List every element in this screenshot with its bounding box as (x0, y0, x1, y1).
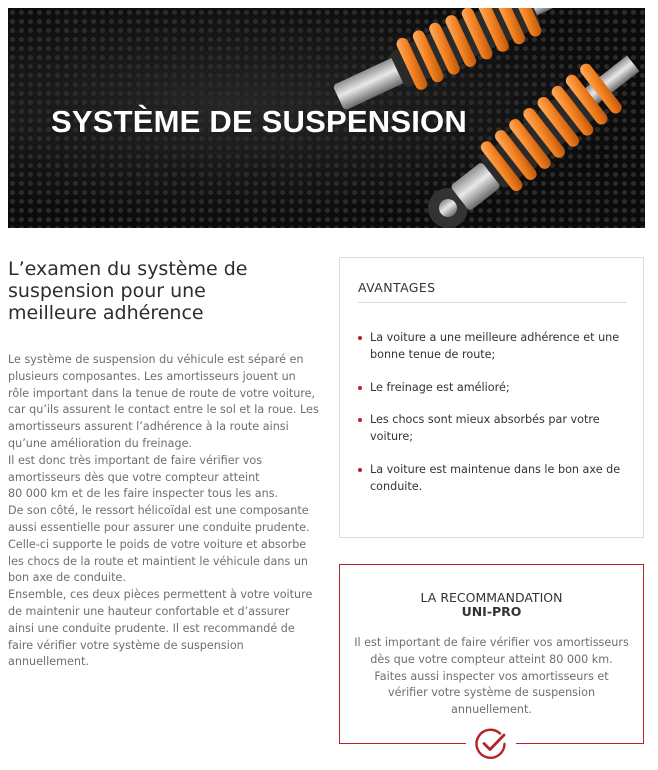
body-line: car qu’ils assurent le contact entre le sol et la roue. Les (8, 403, 319, 417)
recommendation-brand: UNI-PRO (461, 604, 522, 619)
recommendation-text (340, 635, 643, 719)
body-line: plusieurs composantes. Les amortisseurs jouent un (8, 369, 296, 383)
body-line: ainsi une conduite prudente. Il est recommandé de (8, 621, 295, 635)
recommendation-line: dès que votre compteur atteint 80 000 km. (370, 652, 613, 666)
advantages-title: AVANTAGES (358, 280, 436, 295)
advantage-item (358, 462, 626, 496)
article-body (8, 352, 319, 671)
body-line: Celle-ci supporte le poids de votre voiture et absorbe (8, 537, 307, 551)
recommendation-line: vérifier votre système de suspension (387, 686, 596, 700)
body-line: rôle important dans la tenue de route de votre voiture, (8, 386, 316, 400)
article-section (8, 258, 319, 671)
body-line: qu’une amélioration du freinage. (8, 436, 193, 450)
hero-banner (8, 8, 645, 228)
advantage-line: voiture; (370, 430, 414, 444)
recommendation-title: LA RECOMMANDATION (420, 590, 563, 605)
advantages-divider (358, 302, 627, 303)
body-line: Ensemble, ces deux pièces permettent à votre voiture (8, 588, 313, 602)
heading-line: L’examen du système de (8, 258, 248, 280)
body-line: 80 000 km et de les faire inspecter tous les ans. (8, 487, 279, 501)
body-line: amortisseurs assurent l’adhérence à la route ainsi (8, 420, 289, 434)
advantage-line: Les chocs sont mieux absorbés par votre (370, 413, 600, 427)
advantage-item (358, 380, 626, 397)
advantage-item (358, 412, 626, 446)
bullet-icon (358, 336, 362, 340)
body-line: les chocs de la route et maintient le véhicule dans un (8, 554, 309, 568)
hero-title: SYSTÈME DE SUSPENSION (51, 104, 467, 139)
advantage-line: Le freinage est amélioré; (370, 380, 510, 394)
recommendation-line: annuellement. (451, 703, 532, 717)
bullet-icon (358, 386, 362, 390)
bullet-icon (358, 418, 362, 422)
advantage-line: La voiture est maintenue dans le bon axe de (370, 462, 621, 476)
checkmark-circle-icon (474, 727, 508, 761)
body-line: Il est donc très important de faire vérifier vos (8, 453, 263, 467)
article-heading (8, 258, 314, 324)
body-line: amortisseurs dès que votre compteur atteint (8, 470, 260, 484)
body-line: De son côté, le ressort hélicoïdal est une composante (8, 504, 309, 518)
bullet-icon (358, 468, 362, 472)
checkmark-circle-badge (466, 727, 516, 761)
body-line: faire vérifier votre système de suspension (8, 638, 244, 652)
body-line: bon axe de conduite. (8, 571, 126, 585)
body-line: Le système de suspension du véhicule est séparé en (8, 353, 304, 366)
advantages-list (358, 330, 626, 512)
body-line: annuellement. (8, 655, 89, 669)
heading-line: meilleure adhérence (8, 302, 204, 324)
heading-line: suspension pour une (8, 280, 206, 302)
recommendation-line: Il est important de faire vérifier vos amortisseurs (354, 636, 629, 649)
body-line: de maintenir une hauteur confortable et d’assurer (8, 604, 290, 618)
advantages-box (339, 257, 644, 538)
advantage-item (358, 330, 626, 364)
advantage-line: La voiture a une meilleure adhérence et une (370, 331, 620, 344)
advantage-line: conduite. (370, 479, 423, 493)
body-line: aussi essentielle pour assurer une conduite prudente. (8, 520, 310, 534)
advantage-line: bonne tenue de route; (370, 347, 496, 361)
recommendation-box (339, 564, 644, 744)
recommendation-line: Faites aussi inspecter vos amortisseurs et (374, 669, 609, 683)
